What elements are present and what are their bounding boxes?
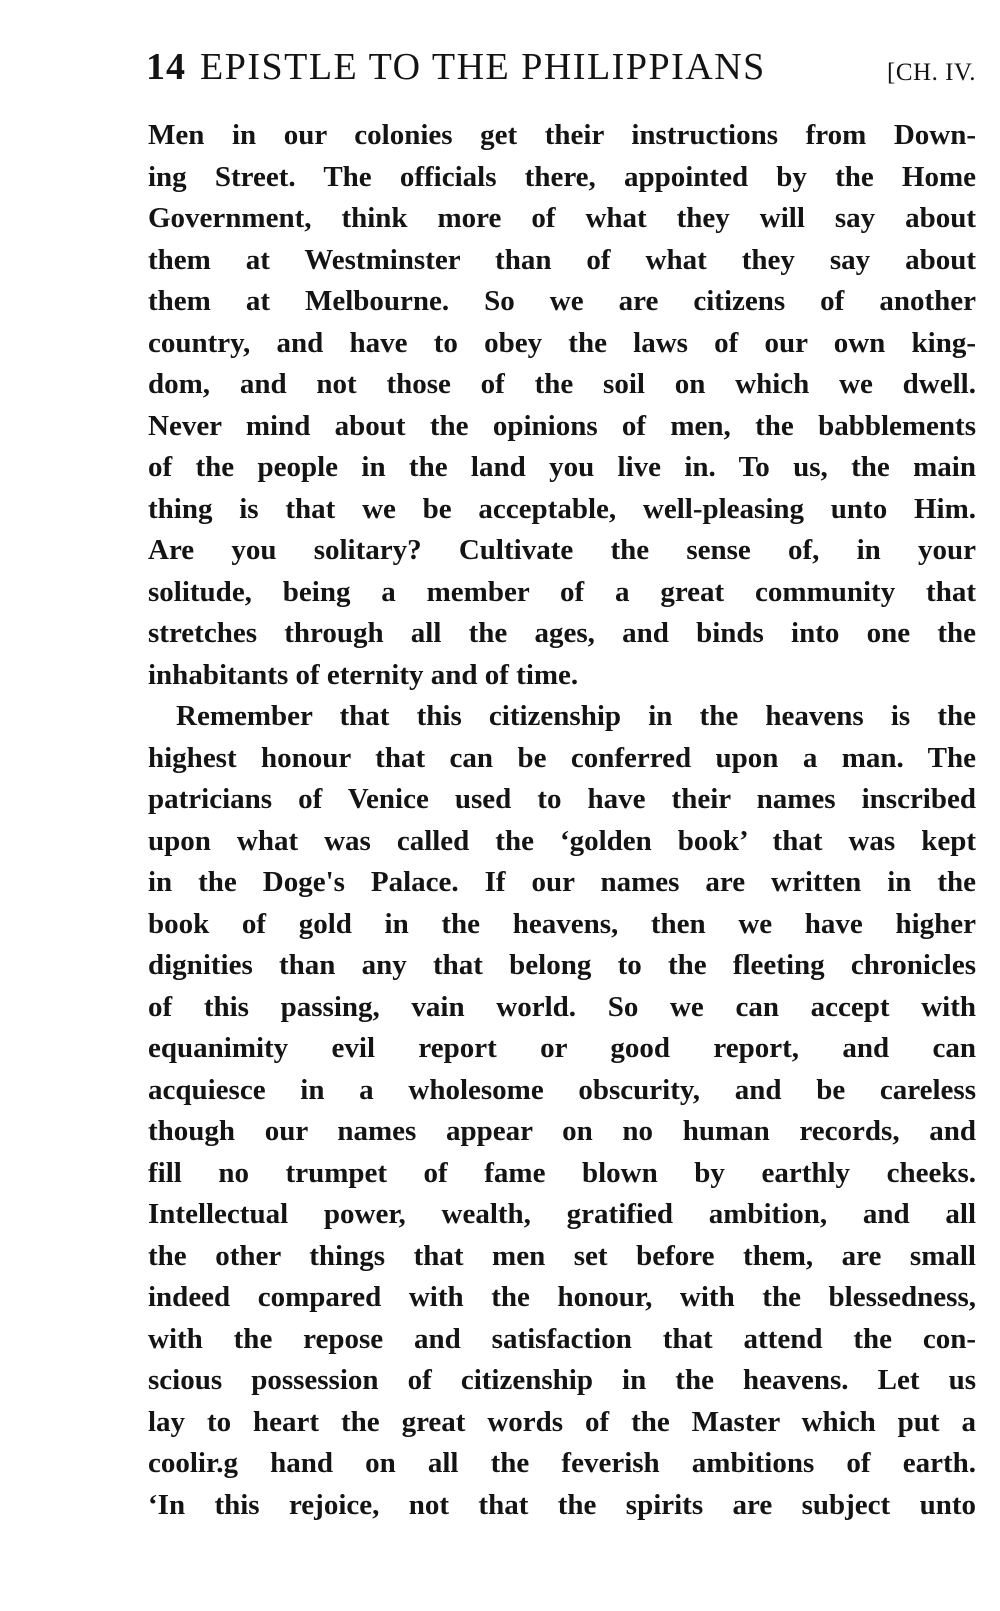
chapter-reference: [CH. IV. (887, 59, 976, 86)
text-line: with the repose and satisfaction that attend the con- (148, 1322, 976, 1355)
page-number: 14 (146, 46, 186, 88)
text-line: of the people in the land you live in. To us, the main (148, 451, 976, 483)
text-line: stretches through all the ages, and binds into one the (148, 617, 976, 649)
paragraph-1 (148, 115, 976, 696)
text-line: ing Street. The officials there, appointed by the Home (148, 160, 976, 193)
text-line: coolir.g hand on all the feverish ambitions of earth. (148, 1447, 976, 1479)
text-line: scious possession of citizenship in the heavens. Let us (148, 1364, 976, 1396)
text-line: dignities than any that belong to the fleeting chronicles (148, 949, 976, 981)
text-line: inhabitants of eternity and of time. (148, 658, 579, 691)
text-line: book of gold in the heavens, then we have higher (148, 907, 976, 940)
text-line: thing is that we be acceptable, well-pleasing unto Him. (148, 492, 976, 525)
text-line: equanimity evil report or good report, and can (148, 1032, 976, 1064)
text-line: upon what was called the ‘golden book’ that was kept (148, 824, 976, 857)
running-title: EPISTLE TO THE PHILIPPIANS (200, 46, 766, 88)
text-line: Government, think more of what they will say about (148, 202, 976, 234)
text-line: country, and have to obey the laws of our own king- (148, 326, 976, 359)
running-head (146, 43, 976, 91)
text-line: them at Westminster than of what they say about (148, 243, 976, 276)
text-line: ‘In this rejoice, not that the spirits are subject unto (148, 1488, 976, 1521)
text-line: lay to heart the great words of the Master which put a (148, 1405, 976, 1438)
text-line: though our names appear on no human records, and (148, 1115, 976, 1147)
text-line: Men in our colonies get their instructions from Down- (148, 119, 976, 151)
text-line: patricians of Venice used to have their names inscribed (148, 783, 976, 815)
text-line: Intellectual power, wealth, gratified ambition, and all (148, 1198, 976, 1230)
text-line: the other things that men set before them, are small (148, 1239, 976, 1272)
text-line: in the Doge's Palace. If our names are written in the (148, 866, 976, 898)
text-line: highest honour that can be conferred upon a man. The (148, 741, 976, 774)
text-line: indeed compared with the honour, with the blessedness, (148, 1281, 976, 1313)
text-line: Remember that this citizenship in the heavens is the (176, 700, 976, 732)
text-line: of this passing, vain world. So we can accept with (148, 990, 976, 1023)
paragraph-2 (148, 696, 976, 1526)
text-line: solitude, being a member of a great community that (148, 575, 976, 608)
text-line: them at Melbourne. So we are citizens of another (148, 285, 976, 317)
body-text (148, 115, 976, 1526)
text-line: Never mind about the opinions of men, the babblements (148, 409, 976, 442)
text-line: fill no trumpet of fame blown by earthly cheeks. (148, 1156, 976, 1189)
text-line: dom, and not those of the soil on which we dwell. (148, 368, 976, 400)
text-line: acquiesce in a wholesome obscurity, and be careless (148, 1073, 976, 1106)
text-line: Are you solitary? Cultivate the sense of, in your (148, 534, 976, 566)
